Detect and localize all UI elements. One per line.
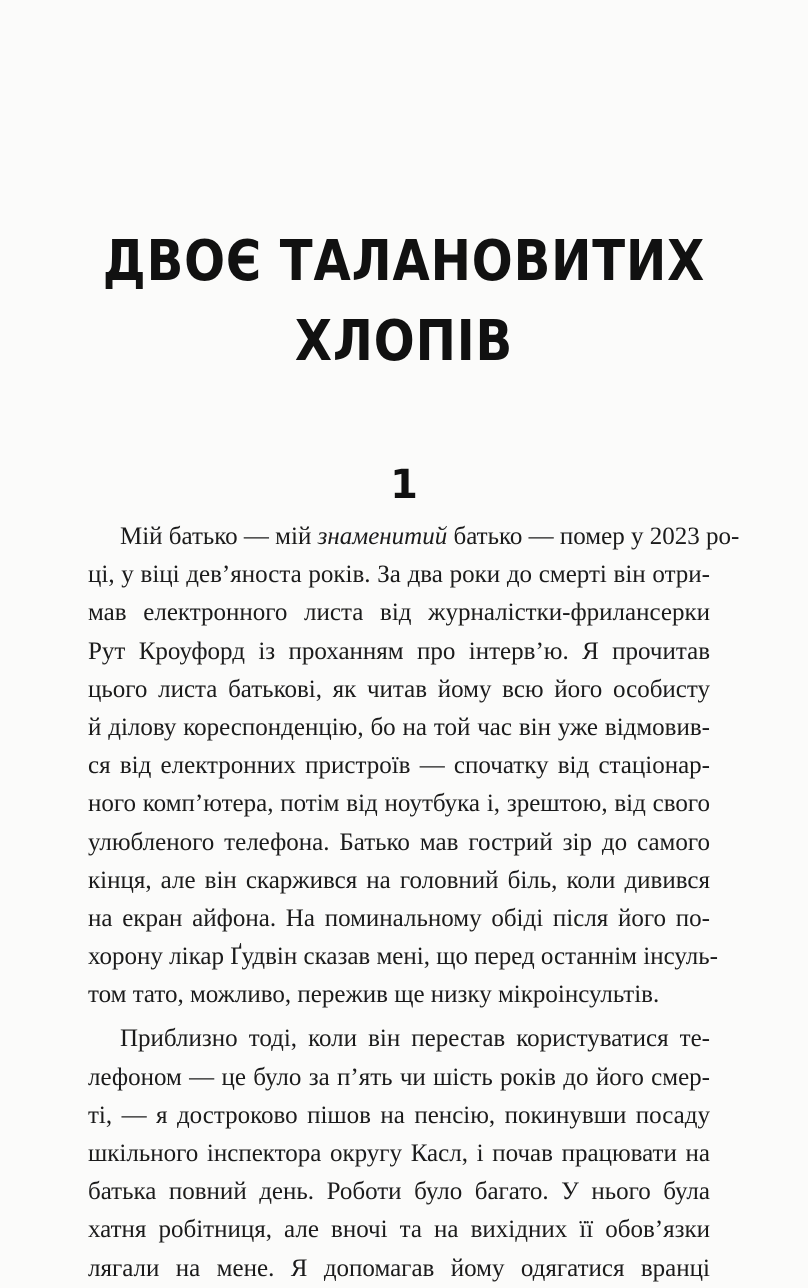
paragraph-1 [88,518,740,1014]
text-line: ці, у віці дев’яноста років. За два роки до смерті він отри- [88,561,710,589]
text-line: лефоном — це було за п’ять чи шість років до його смер- [88,1063,710,1091]
text-line: том тато, можливо, пережив ще низку мікроінсультів. [88,981,660,1009]
emphasized-word: знаменитий [317,523,448,550]
text-line: мав електронного листа від журналістки-фрилансерки [88,599,710,627]
chapter-title: ДВОЄ ТАЛАНОВИТИХ ХЛОПІВ [102,229,706,374]
text-line: Приблизно тоді, коли він перестав користуватися те- [120,1025,710,1053]
text-line: Рут Кроуфорд із проханням про інтерв’ю. Я прочитав [88,637,710,665]
text-line: й ділову кореспонденцію, бо на той час він уже відмовив- [88,713,710,741]
text-line: хатня робітниця, але вночі та на вихідних її обов’язки [88,1216,710,1244]
text-line: ного комп’ютера, потім від ноутбука і, зрештою, від свого [88,790,710,818]
text-line: лягали на мене. Я допомагав йому одягатися вранці [88,1254,710,1282]
text-line: на екран айфона. На поминальному обіді після його по- [88,904,710,932]
text-line: шкільного інспектора округу Касл, і почав працювати на [88,1140,710,1167]
section-number: 1 [390,462,418,508]
text-line: хорону лікар Ґудвін сказав мені, що перед останнім інсуль- [88,943,718,971]
body-text [88,518,740,1288]
text-line: ся від електронних пристроїв — спочатку від стаціонар- [88,752,710,780]
text-line: ті, — я достроково пішов на пенсію, покинувши посаду [88,1101,710,1129]
paragraph-2 [88,1020,710,1287]
text-line: цього листа батькові, як читав йому всю його особисту [88,675,710,703]
text-line: батька повний день. Роботи було багато. У нього була [88,1178,710,1206]
text-line: улюбленого телефона. Батько мав гострий зір до самого [88,828,710,856]
text-line: кінця, але він скаржився на головний біль, коли дивився [88,866,710,894]
text-line: Мій батько — мій знаменитий батько — помер у 2023 ро- [120,523,740,550]
